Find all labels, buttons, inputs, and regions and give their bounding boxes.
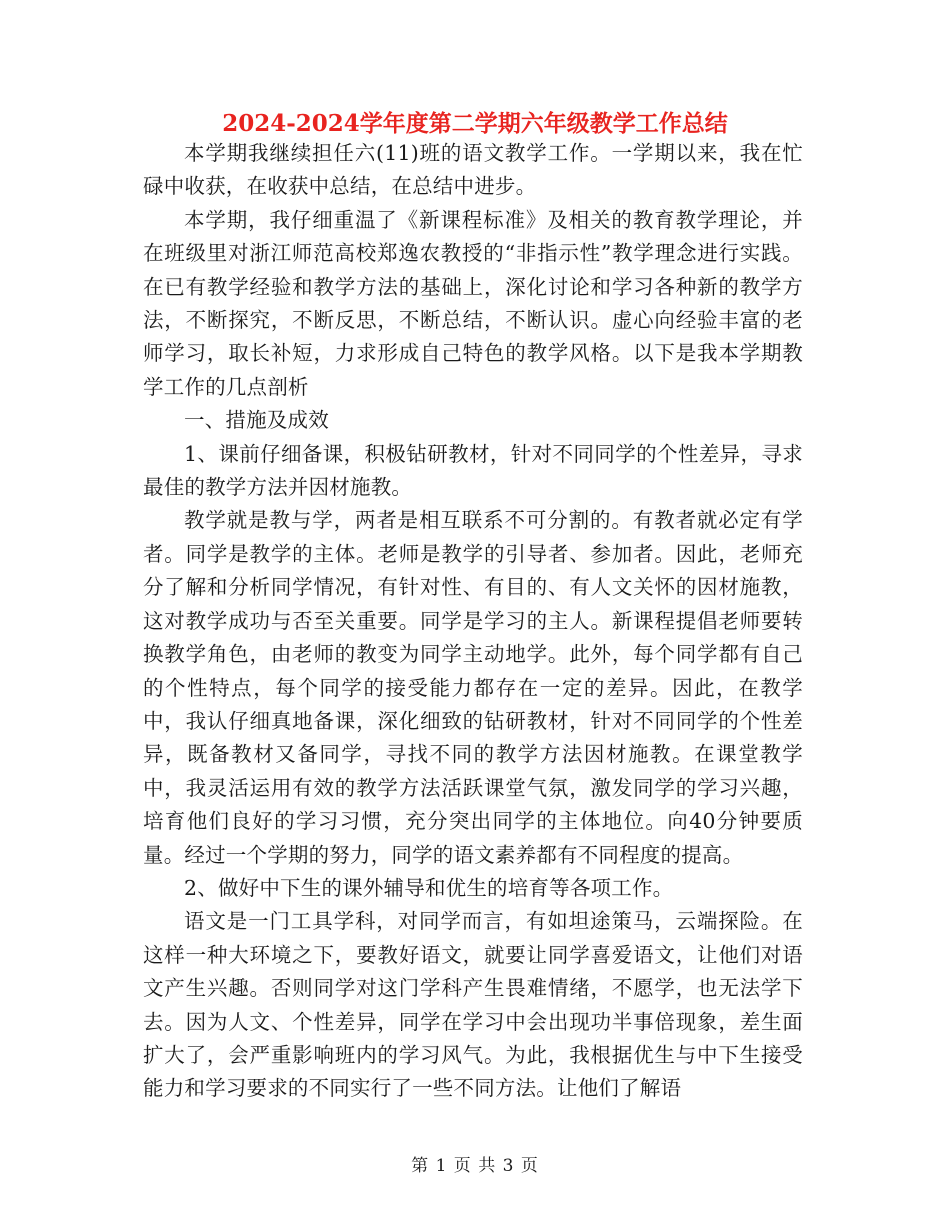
- paragraph-point-2: 2、做好中下生的课外辅导和优生的培育等各项工作。: [184, 875, 674, 900]
- document-title: 2024-2024学年度第二学期六年级教学工作总结: [222, 110, 728, 137]
- page-footer: 第 1 页 共 3 页: [411, 1156, 539, 1176]
- paragraph-chinese-subject: 语文是一门工具学科，对同学而言，有如坦途策马，云端探险。在这样一种大环境之下，要教好语文，就要让同学喜爱语文，让他们对语文产生兴趣。否则同学对这门学科产生畏难情绪，不愿学，也无法学下去。因为人文、个性差异，同学在学习中会出现功半事倍现象，差生面扩大了，会严重影响班内的学习风气。为此，我根据优生与中下生接受能力和学习要求的不同实行了一些不同方法。让他们了解语: [143, 909, 803, 1101]
- paragraph-point-1: 1、课前仔细备课，积极钻研教材，针对不同同学的个性差异，寻求最佳的教学方法并因材施教。: [143, 441, 803, 500]
- paragraph-study: 本学期，我仔细重温了《新课程标准》及相关的教育教学理论，并在班级里对浙江师范高校郑逸农教授的“非指示性”教学理念进行实践。在已有教学经验和教学方法的基础上，深化讨论和学习各种新的教学方法，不断探究，不断反思，不断总结，不断认识。虚心向经验丰富的老师学习，取长补短，力求形成自己特色的教学风格。以下是我本学期教学工作的几点剖析: [143, 207, 803, 399]
- section-heading-measures: 一、措施及成效: [184, 408, 329, 433]
- paragraph-intro: 本学期我继续担任六(11)班的语文教学工作。一学期以来，我在忙碌中收获，在收获中总结，在总结中进步。: [143, 141, 803, 199]
- paragraph-teaching: 教学就是教与学，两者是相互联系不可分割的。有教者就必定有学者。同学是教学的主体。老师是教学的引导者、参加者。因此，老师充分了解和分析同学情况，有针对性、有目的、有人文关怀的因材施教，这对教学成功与否至关重要。同学是学习的主人。新课程提倡老师要转换教学角色，由老师的教变为同学主动地学。此外，每个同学都有自己的个性特点，每个同学的接受能力都存在一定的差异。因此，在教学中，我认仔细真地备课，深化细致的钻研教材，针对不同同学的个性差异，既备教材又备同学，寻找不同的教学方法因材施教。在课堂教学中，我灵活运用有效的教学方法活跃课堂气氛，激发同学的学习兴趣，培育他们良好的学习习惯，充分突出同学的主体地位。向40分钟要质量。经过一个学期的努力，同学的语文素养都有不同程度的提高。: [143, 508, 803, 867]
- document-body: [143, 137, 803, 1106]
